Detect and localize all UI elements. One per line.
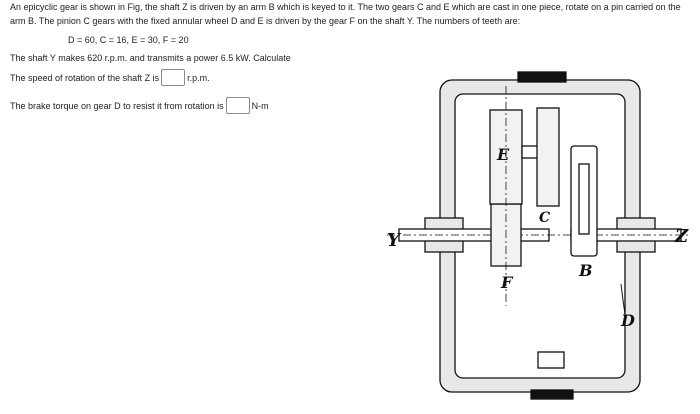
label-b: B bbox=[579, 261, 593, 280]
power-statement: The shaft Y makes 620 r.p.m. and transmits a power 6.5 kW. Calculate bbox=[10, 53, 291, 63]
speed-label: The speed of rotation of the shaft Z is bbox=[10, 72, 160, 83]
speed-row bbox=[10, 69, 210, 86]
torque-label: The brake torque on gear D to resist it from rotation is bbox=[10, 100, 224, 111]
label-e: E bbox=[497, 145, 510, 164]
question-intro: An epicyclic gear is shown in Fig, the shaft Z is driven by an arm B which is keyed to it. The two gears C and E which are cast in one piece, rotate on a pin carried on the arm B. The pinion C gears with the fixed annular wheel D and E is driven by the gear F on the shaft Y. The numbers of teeth are: bbox=[10, 2, 681, 26]
label-d: D bbox=[621, 311, 635, 330]
gear-train-figure bbox=[385, 66, 695, 406]
speed-answer-input[interactable] bbox=[161, 69, 185, 86]
label-f: F bbox=[501, 273, 513, 292]
torque-answer-input[interactable] bbox=[226, 97, 250, 114]
torque-row bbox=[10, 97, 269, 114]
speed-unit: r.p.m. bbox=[187, 72, 210, 83]
label-y: Y bbox=[387, 230, 400, 251]
label-z: Z bbox=[675, 226, 689, 247]
bottom-bearing bbox=[538, 352, 564, 368]
casing-bottom-block bbox=[531, 390, 573, 399]
label-c: C bbox=[539, 210, 551, 226]
casing-top-block bbox=[518, 72, 566, 82]
torque-unit: N-m bbox=[251, 100, 269, 111]
gear-c bbox=[537, 108, 559, 206]
teeth-numbers: D = 60, C = 16, E = 30, F = 20 bbox=[68, 35, 189, 45]
